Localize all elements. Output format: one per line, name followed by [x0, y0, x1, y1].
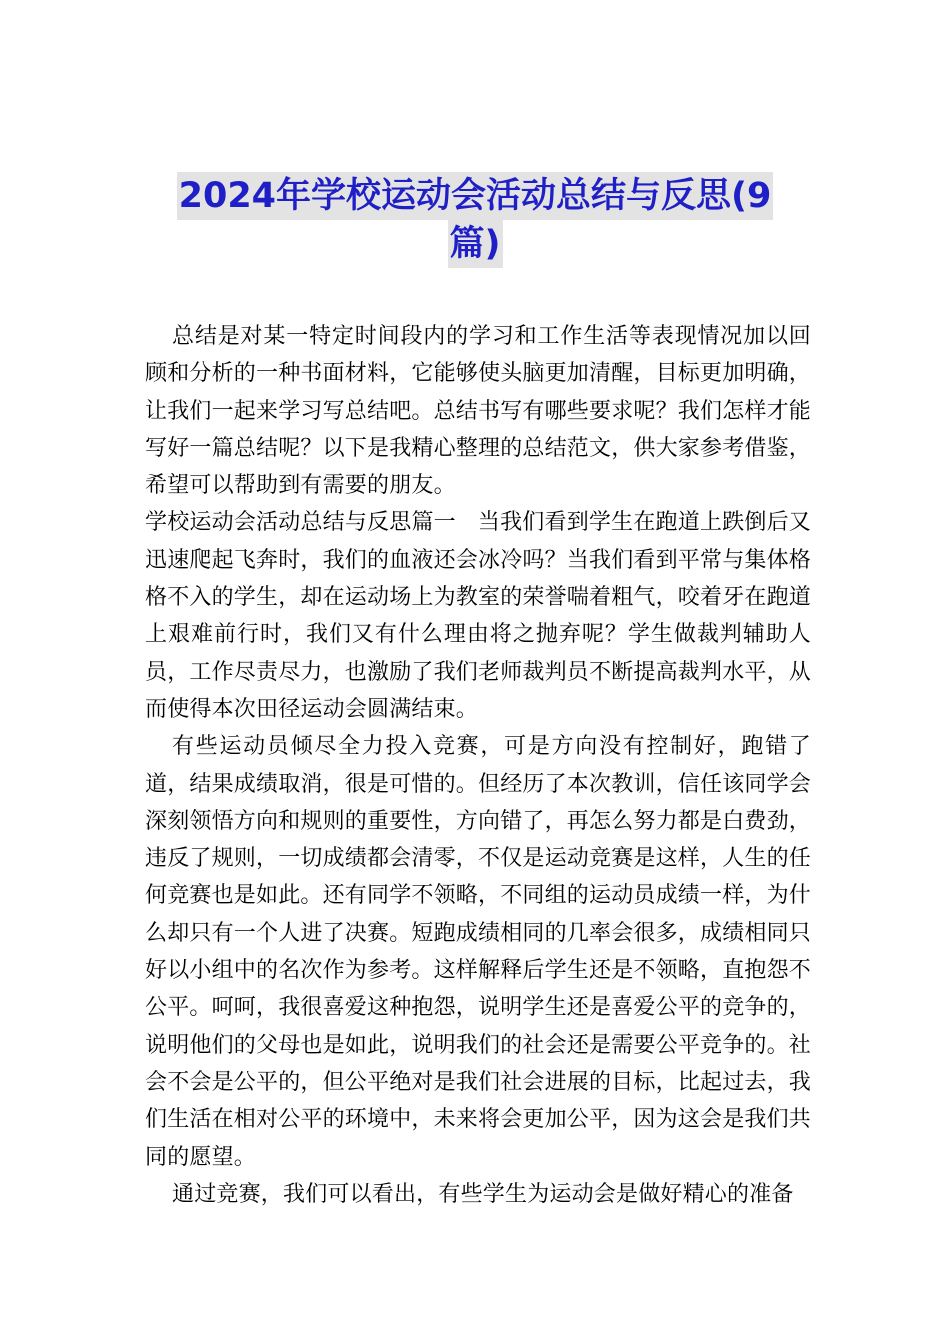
- paragraph-3: 通过竞赛，我们可以看出，有些学生为运动会是做好精心的准备: [172, 1181, 794, 1207]
- paragraph-section-one: [145, 504, 811, 728]
- document-title: [145, 172, 805, 268]
- title-line-1: 2024年学校运动会活动总结与反思(9: [177, 172, 774, 220]
- paragraph-2: 有些运动员倾尽全力投入竞赛，可是方向没有控制好，跑错了道，结果成绩取消，很是可惜的。但经历了本次教训，信任该同学会深刻领悟方向和规则的重要性，方向错了，再怎么努力都是白费劲，违反了规则，一切成绩都会清零，不仅是运动竞赛是这样，人生的任何竞赛也是如此。还有同学不领略，不同组的运动员成绩一样，为什么却只有一个人进了决赛。短跑成绩相同的几率会很多，成绩相同只好以小组中的名次作为参考。这样解释后学生还是不领略，直抱怨不公平。呵呵，我很喜爱这种抱怨，说明学生还是喜爱公平的竞争的，说明他们的父母也是如此，说明我们的社会还是需要公平竞争的。社会不会是公平的，但公平绝对是我们社会进展的目标，比起过去，我们生活在相对公平的环境中，未来将会更加公平，因为这会是我们共同的愿望。: [145, 734, 812, 1170]
- paragraph-1: 当我们看到学生在跑道上跌倒后又迅速爬起飞奔时，我们的血液还会冰冷吗？当我们看到平常与集体格格不入的学生，却在运动场上为教室的荣誉喘着粗气，咬着牙在跑道上艰难前行时，我们又有什么理由将之抛弃呢？学生做裁判辅助人员，工作尽责尽力，也激励了我们老师裁判员不断提高裁判水平，从而使得本次田径运动会圆满结束。: [145, 510, 812, 722]
- title-line-2: 篇): [448, 220, 503, 268]
- section-heading: 学校运动会活动总结与反思篇一: [145, 510, 456, 536]
- document-body: [145, 318, 811, 1213]
- paragraph-intro: 总结是对某一特定时间段内的学习和工作生活等表现情况加以回顾和分析的一种书面材料，它能够使头脑更加清醒，目标更加明确，让我们一起来学习写总结吧。总结书写有哪些要求呢？我们怎样才能写好一篇总结呢？以下是我精心整理的总结范文，供大家参考借鉴，希望可以帮助到有需要的朋友。: [145, 324, 812, 499]
